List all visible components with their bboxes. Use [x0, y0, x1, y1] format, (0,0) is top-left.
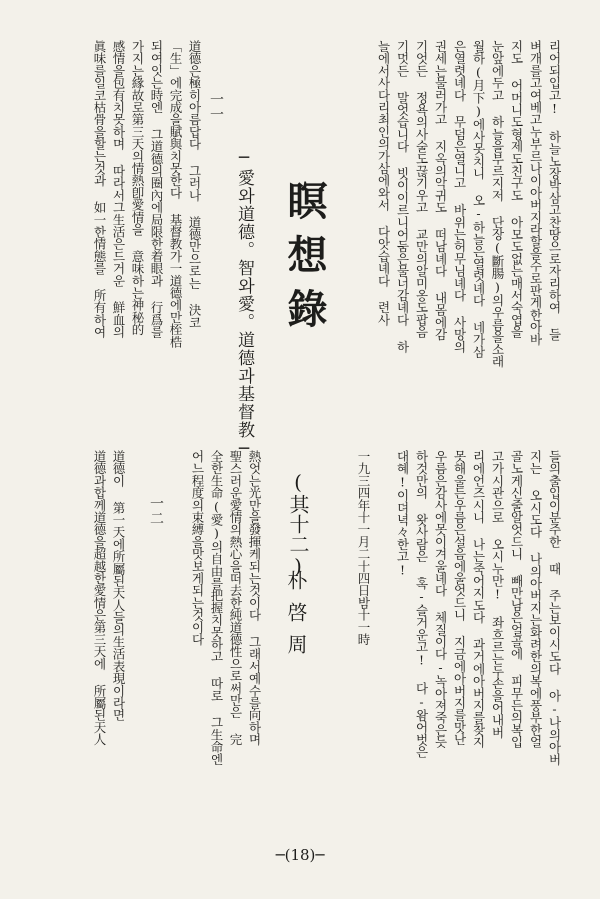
text-column: 권세는물러가고 지옥의악귀도 떠남녜다 내몸에감: [433, 40, 448, 341]
text-column: 聖스러운愛情의熱心을떠去한純道德性으로써만은 完: [228, 450, 243, 746]
text-column: 벼개를고여베고누부르나이아버지라할을수로판게한아바: [528, 40, 543, 346]
text-column: 은열렷녜다 무덤은열니고 바위는허무님녜다 사망의: [452, 40, 467, 353]
text-column: 지도 어머니도형제도친구도 아모도없는매서숙엽을: [509, 40, 524, 338]
text-column: 못해울든우름은설음에울엇드니 지금에아버지를맛난: [452, 450, 467, 746]
section-heading: ─愛와道德。智와愛。道德과基督教─: [234, 148, 254, 460]
section-number: 一一: [208, 92, 224, 122]
author-name: 朴啓周: [284, 570, 308, 666]
text-column: 골노게신줄알엇드니 빼만남은얼골에 피무든의복입: [509, 450, 524, 748]
text-column: 지는 오시도다 나의아버지는화려한의복에풍부한얼: [528, 450, 543, 748]
text-column: 월하(月下)에사못치니 오-하늘은열렷녜다 네가삼: [471, 40, 486, 358]
text-column: 感情을包有치못하며 따라서그生活은드거운 鮮血의: [111, 40, 126, 338]
text-column: 熱엇는光만을發揮케되는것이다 그래서예수를向하며: [247, 450, 262, 746]
text-column: 고가시관으로 오시누만! 좌흐르는두손을어내버: [490, 450, 505, 739]
text-column: 道德은極히아름답다 그러나 道德만으로는 決코: [187, 40, 202, 329]
date-line: 一九三四年十一月二十四日밤十一時: [356, 450, 371, 646]
page-title: 瞑想錄: [281, 180, 328, 342]
text-column: 대혜!이뎌녁々한고!: [395, 450, 410, 578]
text-column: 되여잇는時엔 그道德의圈內에局限한着眼과 行爲를: [149, 40, 164, 338]
issue-number: (其十二): [286, 470, 310, 578]
text-column: 늘에서사다리최인의가삼에와서 다앗습녜다 련사: [376, 40, 391, 326]
text-column: 全한生命(愛)의自由를把握치못하고 따로 그生命엔: [209, 450, 224, 766]
text-column: 가지는緣故로第三天의情熱卽愛情을 意味하는神秘的: [130, 40, 145, 336]
text-column: 道德과합께道德을超越한愛情은第三天에 所屬된天人: [92, 450, 107, 746]
section-number: 一二: [148, 496, 164, 526]
text-column: 어느程度의束縛을맛보게되는것이다: [190, 450, 205, 646]
text-column: 눈앞에두고 하늘을부르지저 단장(斷腸)의우름을소래: [490, 40, 505, 368]
text-column: 기멋든 말엇습니다 빗이이르니어둠은물너감녜다 하: [395, 40, 410, 353]
page-number: ─(18)─: [275, 846, 325, 864]
text-column: 眞味를일코枯骨을할는것과 如一한情態를 所有하여: [92, 40, 107, 338]
text-column: 하것만의 왓사람은 혹-슬거운고! 다-왐어벗은: [414, 450, 429, 758]
text-column: 우름은감사에못이겨울녜다 체질이다-녹아져죽은듯: [433, 450, 448, 748]
text-column: 「生」에完成을賦與치못한다 基督教가一道德에만桎梏: [168, 40, 183, 348]
text-column: 기엇든 정욕의사술도끊기우고 교만의알미옹도팝음: [414, 40, 429, 338]
text-column: 리에언즈시니 나는죽어지도다 과거에아버지를찾지: [471, 450, 486, 748]
text-column: 道德이 第一天에所屬된天人들의生活表現이라면: [111, 450, 126, 721]
text-column: 들의출입이분주한 때 주는보이시도다 아-나의아버: [547, 450, 562, 766]
text-column: 리어되입고! 하늘노장박삼고찬땅으로자리하여 들: [547, 40, 562, 341]
